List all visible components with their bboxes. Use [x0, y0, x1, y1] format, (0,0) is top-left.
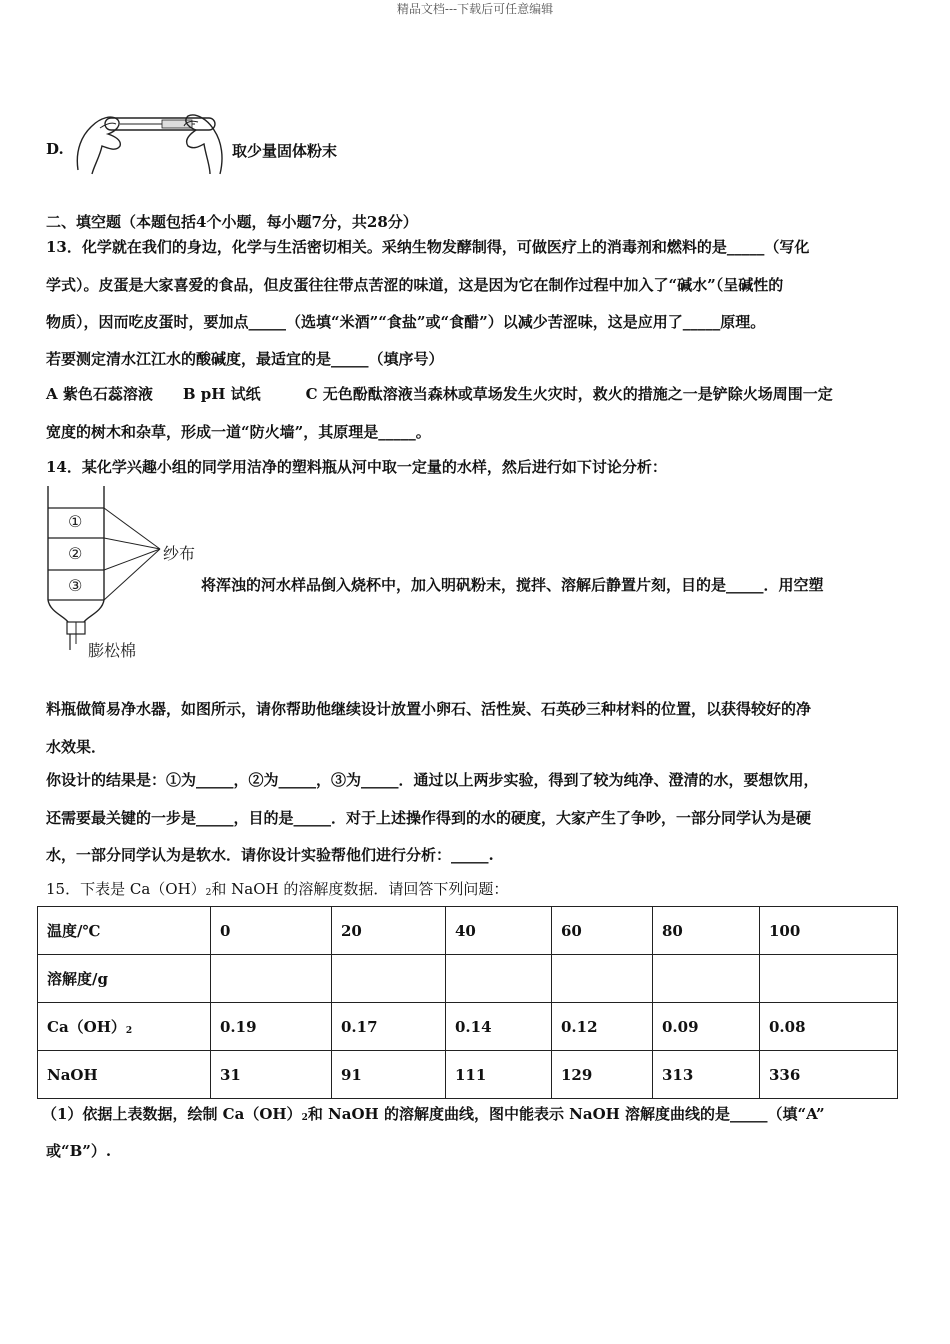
- naoh-cell: 91: [332, 1051, 446, 1099]
- filter-layer-1: ①: [68, 512, 83, 531]
- q13-line2: 学式）。皮蛋是大家喜爱的食品，但皮蛋往往带点苦涩的味道，这是因为它在制作过程中加入了“碱水”（呈碱性的: [46, 276, 784, 294]
- q15-intro-part2: 和 NaOH 的溶解度数据．请回答下列问题：: [211, 880, 509, 898]
- empty-cell: [332, 955, 446, 1003]
- empty-cell: [653, 955, 760, 1003]
- filter-layer-3: ③: [68, 576, 83, 595]
- temp-cell: 80: [653, 907, 760, 955]
- caoh2-cell: 0.08: [760, 1003, 898, 1051]
- caoh2-cell: 0.19: [211, 1003, 332, 1051]
- caoh2-cell: 0.09: [653, 1003, 760, 1051]
- temp-cell: 0: [211, 907, 332, 955]
- q15-sub1-part1: （1）依据上表数据，绘制 Ca（OH）: [42, 1105, 302, 1123]
- empty-cell: [760, 955, 898, 1003]
- water-filter-diagram: [40, 482, 200, 662]
- temp-cell: 100: [760, 907, 898, 955]
- q15-intro-subscript: 2: [205, 888, 212, 898]
- q13-line4: 若要测定清水江江水的酸碱度，最适宜的是_____（填序号）: [46, 350, 444, 368]
- table-row-naoh: [38, 1051, 898, 1099]
- cotton-label: 膨松棉: [88, 641, 137, 660]
- empty-cell: [211, 955, 332, 1003]
- caoh2-label-text: Ca（OH）: [47, 1018, 126, 1036]
- table-row-solubility: [38, 955, 898, 1003]
- page-header: 精品文档---下载后可任意编辑: [396, 2, 554, 16]
- q15-sub1-line2: 或“B”）.: [46, 1142, 112, 1160]
- q15-intro-part1: 15．下表是 Ca（OH）: [46, 880, 206, 898]
- option-d-text: 取少量固体粉末: [232, 142, 338, 160]
- filter-layer-2: ②: [68, 544, 83, 563]
- table-row-caoh2: [38, 1003, 898, 1051]
- naoh-cell: 129: [552, 1051, 653, 1099]
- q14-line4: 水效果．: [46, 738, 107, 756]
- gauze-label: 纱布: [163, 544, 196, 563]
- q14-line6: 还需要最关键的一步是_____，目的是_____．对于上述操作得到的水的硬度，大家产生了争吵，一部分同学认为是硬: [46, 809, 812, 827]
- q14-line2: 将浑浊的河水样品倒入烧杯中，加入明矾粉末，搅拌、溶解后静置片刻，目的是_____．用空塑: [201, 576, 824, 594]
- test-tube-hands-illustration: [70, 100, 230, 178]
- option-d-letter: D.: [46, 140, 64, 158]
- q13-options: A 紫色石蕊溶液 B pH 试纸 C 无色酚酞溶液当森林或草场发生火灾时，救火的措施之一是铲除火场周围一定: [46, 385, 833, 403]
- naoh-cell: 336: [760, 1051, 898, 1099]
- q15-sub1-subscript: 2: [301, 1113, 308, 1123]
- q14-line3: 料瓶做简易净水器，如图所示，请你帮助他继续设计放置小卵石、活性炭、石英砂三种材料的位置，以获得较好的净: [46, 700, 812, 718]
- q13-line3: 物质），因而吃皮蛋时，要加点_____（选填“米酒”“食盐”或“食醋”）以减少苦涩味，这是应用了_____原理。: [46, 313, 766, 331]
- naoh-cell: 111: [446, 1051, 552, 1099]
- caoh2-label-subscript: 2: [125, 1026, 133, 1036]
- q14-line7: 水，一部分同学认为是软水．请你设计实验帮他们进行分析：_____.: [46, 846, 494, 864]
- temp-cell: 40: [446, 907, 552, 955]
- temp-cell: 20: [332, 907, 446, 955]
- caoh2-cell: 0.12: [552, 1003, 653, 1051]
- empty-cell: [446, 955, 552, 1003]
- q13-line6: 宽度的树木和杂草，形成一道“防火墙”，其原理是_____。: [46, 423, 431, 441]
- solubility-table: [37, 906, 898, 1099]
- q14-line5: 你设计的结果是：①为_____，②为_____，③为_____．通过以上两步实验，得到了较为纯净、澄清的水，要想饮用，: [46, 771, 819, 789]
- solubility-label: 溶解度/g: [38, 955, 211, 1003]
- empty-cell: [552, 955, 653, 1003]
- table-row-temperature: [38, 907, 898, 955]
- temp-cell: 60: [552, 907, 653, 955]
- naoh-cell: 313: [653, 1051, 760, 1099]
- q15-sub1-line1: [42, 1103, 825, 1124]
- caoh2-cell: 0.14: [446, 1003, 552, 1051]
- naoh-label: NaOH: [38, 1051, 211, 1099]
- q15-sub1-part2: 和 NaOH 的溶解度曲线，图中能表示 NaOH 溶解度曲线的是_____（填“A”: [307, 1105, 825, 1123]
- caoh2-label: [38, 1003, 211, 1051]
- caoh2-cell: 0.17: [332, 1003, 446, 1051]
- naoh-cell: 31: [211, 1051, 332, 1099]
- q13-line1: 13．化学就在我们的身边，化学与生活密切相关。采纳生物发酵制得，可做医疗上的消毒剂和燃料的是_____（写化: [46, 238, 810, 256]
- q14-line1: 14．某化学兴趣小组的同学用洁净的塑料瓶从河中取一定量的水样，然后进行如下讨论分析：: [46, 458, 667, 476]
- section-title: 二、填空题（本题包括4个小题，每小题7分，共28分）: [46, 213, 418, 231]
- q15-intro: [46, 878, 508, 899]
- temperature-label: 温度/℃: [38, 907, 211, 955]
